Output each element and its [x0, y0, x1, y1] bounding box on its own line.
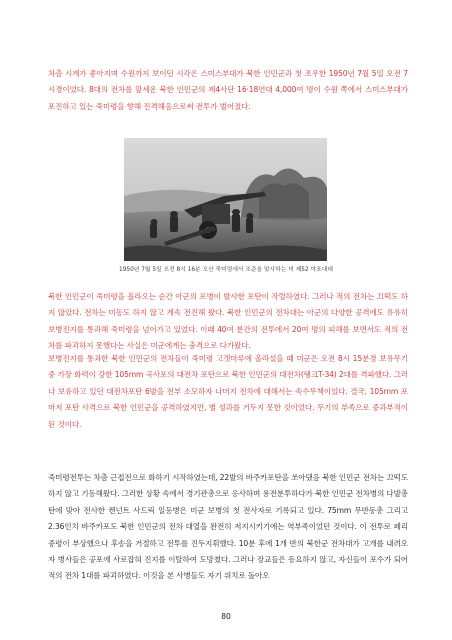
artillery-photo-illustration: [124, 138, 327, 261]
historical-photo: [124, 138, 327, 261]
paragraph-close-combat: 죽미령전투는 차츰 근접전으로 화하기 시작하였는데, 22발의 바주카포탄을 쏘아댔음 북한 인민군 전차는 끄떡도 하지 않고 기동해왔다. 그러한 상황 속에서 경기관총으로 응사하며 용전분투하다가 북한 인민군 전차병의 다발총탄에 맞아 전사한 켄넌트 사드릭 일등병은 미군 보병의 첫 전사자로 기록되고 있다. 75mm 무반동총 그리고 2.36인치 바주카포도 북한 인민군의 전차 대열을 완전히 저지시키기에는 역부족이었던 것이다. 이 전투로 페리 중령이 부상했으나 후송을 거절하고 전투를 진두지휘했다. 10분 후에 1개 반의 북한군 전차대가 고개를 내려오자 병사들은 공포에 사로잡혀 진지를 이탈하여 도망쳤다. 그러나 장교들은 동요하지 않고, 자신들이 포수가 되어 적의 전차 1대를 파괴하였다. 이것을 본 사병들도 자기 위치로 돌아오: [48, 473, 408, 581]
paragraph-howitzer: 보병진지를 통과한 북한 인민군의 전차들이 죽미령 고갯마루에 올라섰을 때 미군은 오전 8시 15분경 보유무기 중 가장 화력이 강한 105mm 곡사포의 대전차 포탄으로 북한 인민군의 대전차(탱크T-34) 2대를 격파했다. 그러나 보유하고 있던 대전차포탄 6발을 전부 소모하자 나머지 전차에 대해서는 속수무책이었다. 결국, 105mm 포마저 포탄 사격으로 북한 인민군을 공격하였지만, 별 성과를 거두지 못한 것이었다. 무기의 부족으로 중과부적이 된 것이다.: [48, 354, 408, 429]
photo-caption: 1950년 7월 5일 오전 8시 16분 오산 죽미령에서 조준을 맞사하는 미 제52 야포대대: [119, 267, 333, 273]
paragraph-intro: 차츰 시계가 좋아지며 수원까지 보이던 시각은 스미스부대가 북한 인민군과 첫 조우한 1950년 7월 5일 오전 7시경이었다. 8대의 전차를 앞세운 북한 인민군의 제4사단 16·18연대 4,000여 명이 수원 쪽에서 스미스부대가 포진하고 있는 죽미령을 향해 진격해옴으로써 전투가 벌어졌다.: [48, 69, 408, 111]
paragraph-battle-start: 북한 인민군이 죽미령을 올라오는 순간 아군의 포병이 발사한 포탄이 작렬하였다. 그러나 적의 전차는 끄떡도 하지 않았다. 전차는 미동도 하지 않고 계속 전진해 왔다. 북한 인민군의 전차대는 아군의 다양한 공격에도 유유히 보병진지를 통과해 죽미령을 넘어가고 있었다. 이때 40여 분간의 전투에서 20여 명의 피해를 보면서도 적의 전차를 파괴하지 못했다는 사실은 미군에게는 충격으로 다가왔다.: [48, 292, 408, 351]
page-number: 80: [221, 612, 231, 621]
